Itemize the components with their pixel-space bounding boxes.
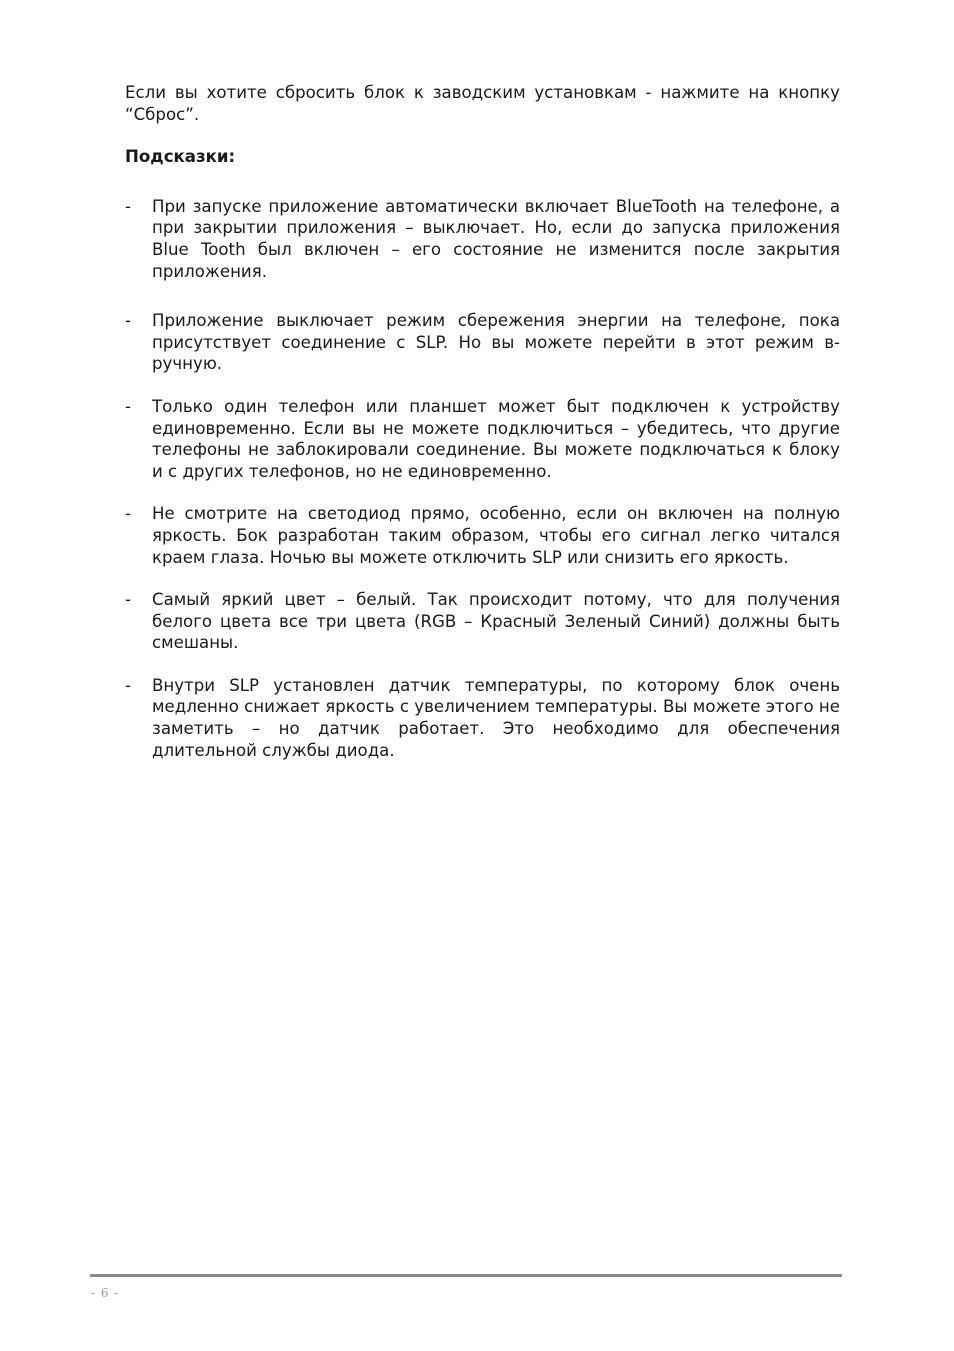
tip-text: Только один телефон или планшет может быт подключен к устройству единовременно. Если вы не можете подключиться – убедитесь, что другие телефоны не заблокировали соединение. Вы можете подключаться к блоку и с других телефонов, но не единовременно. xyxy=(152,396,840,481)
reset-instruction: Если вы хотите сбросить блок к заводским установкам - нажмите на кнопку “Сброс”. xyxy=(125,83,840,124)
tip-text: Приложение выключает режим сбережения энергии на телефоне, пока присутствует соединение с SLP. Но вы можете перейти в этот режим в-ручную. xyxy=(152,311,840,374)
tip-text: Не смотрите на светодиод прямо, особенно, если он включен на полную яркость. Бок разработан таким образом, чтобы его сигнал легко читался краем глаза. Ночью вы можете отключить SLP или снизить его яркость. xyxy=(152,504,840,567)
tip-white-color xyxy=(125,589,840,654)
tip-text: При запуске приложение автоматически включает BlueTooth на телефоне, а при закрытии приложения – выключает. Но, если до запуска приложения Blue Tooth был включен – его состояние не изменится после закрытия приложения. xyxy=(152,196,840,281)
bullet-dash: - xyxy=(125,504,131,524)
tip-single-device xyxy=(125,396,840,482)
footer-divider xyxy=(90,1274,842,1277)
tip-bluetooth xyxy=(125,196,840,282)
tip-power-saving xyxy=(125,310,840,375)
tip-text: Внутри SLP установлен датчик температуры, по которому блок очень медленно снижает яркость с увеличением температуры. Вы можете этого не заметить – но датчик работает. Это необходимо для обеспечения длительной службы диода. xyxy=(152,675,840,760)
page-number: - 6 - xyxy=(91,1286,120,1300)
tip-text: Самый яркий цвет – белый. Так происходит потому, что для получения белого цвета все три цвета (RGB – Красный Зеленый Синий) должны быть смешаны. xyxy=(152,590,840,653)
bullet-dash: - xyxy=(125,196,131,216)
tips-heading: Подсказки: xyxy=(125,147,236,167)
tip-temperature-sensor xyxy=(125,675,840,761)
document-body xyxy=(125,82,840,761)
tip-led-brightness xyxy=(125,503,840,568)
bullet-dash: - xyxy=(125,396,131,416)
bullet-dash: - xyxy=(125,311,131,331)
bullet-dash: - xyxy=(125,590,131,610)
bullet-dash: - xyxy=(125,675,131,695)
tips-list xyxy=(125,196,840,761)
